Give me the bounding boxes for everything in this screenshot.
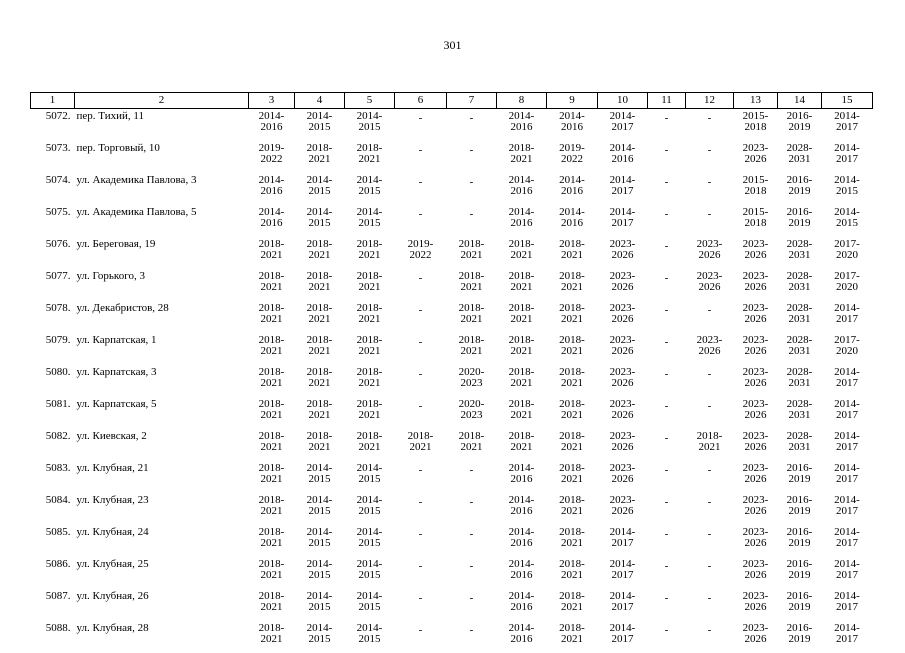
- period-cell: 2023- 2026: [734, 493, 778, 525]
- period-cell: 2018- 2021: [249, 397, 295, 429]
- period-cell: 2023- 2026: [734, 333, 778, 365]
- row-number: 5073.: [31, 141, 75, 173]
- empty-period-cell: -: [648, 557, 686, 589]
- period-cell: 2014- 2017: [822, 141, 873, 173]
- period-cell: 2018- 2021: [249, 589, 295, 621]
- column-header-9: 9: [547, 93, 598, 109]
- period-cell: 2014- 2016: [497, 525, 547, 557]
- period-cell: 2016- 2019: [778, 109, 822, 142]
- table-row: [31, 461, 873, 493]
- table-row: [31, 365, 873, 397]
- table-row: [31, 301, 873, 333]
- period-cell: 2014- 2016: [497, 109, 547, 142]
- column-header-8: 8: [497, 93, 547, 109]
- period-cell: 2014- 2016: [249, 109, 295, 142]
- row-number: 5088.: [31, 621, 75, 653]
- empty-period-cell: -: [447, 557, 497, 589]
- empty-period-cell: -: [447, 493, 497, 525]
- empty-period-cell: -: [686, 173, 734, 205]
- empty-period-cell: -: [395, 141, 447, 173]
- empty-period-cell: -: [395, 365, 447, 397]
- period-cell: 2014- 2015: [345, 493, 395, 525]
- period-cell: 2023- 2026: [734, 589, 778, 621]
- period-cell: 2014- 2017: [822, 461, 873, 493]
- period-cell: 2017- 2020: [822, 269, 873, 301]
- period-cell: 2014- 2017: [598, 589, 648, 621]
- address-cell: ул. Карпатская, 3: [75, 365, 249, 397]
- period-cell: 2016- 2019: [778, 173, 822, 205]
- table-row: [31, 589, 873, 621]
- address-cell: пер. Торговый, 10: [75, 141, 249, 173]
- period-cell: 2028- 2031: [778, 141, 822, 173]
- empty-period-cell: -: [648, 365, 686, 397]
- column-header-15: 15: [822, 93, 873, 109]
- empty-period-cell: -: [447, 461, 497, 493]
- period-cell: 2014- 2015: [295, 525, 345, 557]
- period-cell: 2018- 2021: [345, 301, 395, 333]
- period-cell: 2014- 2015: [295, 461, 345, 493]
- period-cell: 2018- 2021: [249, 557, 295, 589]
- period-cell: 2018- 2021: [497, 429, 547, 461]
- period-cell: 2018- 2021: [547, 589, 598, 621]
- address-cell: ул. Карпатская, 5: [75, 397, 249, 429]
- period-cell: 2014- 2015: [295, 621, 345, 653]
- empty-period-cell: -: [447, 173, 497, 205]
- period-cell: 2016- 2019: [778, 621, 822, 653]
- table-row: [31, 333, 873, 365]
- page-number: 301: [0, 38, 905, 53]
- empty-period-cell: -: [648, 269, 686, 301]
- period-cell: 2028- 2031: [778, 365, 822, 397]
- column-header-3: 3: [249, 93, 295, 109]
- period-cell: 2018- 2021: [547, 461, 598, 493]
- period-cell: 2028- 2031: [778, 397, 822, 429]
- period-cell: 2018- 2021: [547, 269, 598, 301]
- empty-period-cell: -: [686, 461, 734, 493]
- row-number: 5077.: [31, 269, 75, 301]
- empty-period-cell: -: [395, 301, 447, 333]
- table-row: [31, 525, 873, 557]
- period-cell: 2014- 2016: [497, 173, 547, 205]
- period-cell: 2023- 2026: [598, 237, 648, 269]
- period-cell: 2018- 2021: [345, 333, 395, 365]
- row-number: 5083.: [31, 461, 75, 493]
- row-number: 5087.: [31, 589, 75, 621]
- period-cell: 2023- 2026: [598, 301, 648, 333]
- period-cell: 2018- 2021: [497, 397, 547, 429]
- address-cell: ул. Киевская, 2: [75, 429, 249, 461]
- row-number: 5074.: [31, 173, 75, 205]
- row-number: 5072.: [31, 109, 75, 142]
- period-cell: 2018- 2021: [395, 429, 447, 461]
- period-cell: 2014- 2017: [822, 557, 873, 589]
- period-cell: 2015- 2018: [734, 109, 778, 142]
- empty-period-cell: -: [648, 109, 686, 142]
- row-number: 5086.: [31, 557, 75, 589]
- period-cell: 2014- 2017: [598, 525, 648, 557]
- period-cell: 2016- 2019: [778, 589, 822, 621]
- period-cell: 2018- 2021: [249, 621, 295, 653]
- period-cell: 2014- 2017: [822, 429, 873, 461]
- period-cell: 2014- 2015: [822, 173, 873, 205]
- column-header-5: 5: [345, 93, 395, 109]
- period-cell: 2014- 2015: [295, 173, 345, 205]
- empty-period-cell: -: [648, 621, 686, 653]
- period-cell: 2018- 2021: [547, 429, 598, 461]
- address-cell: ул. Клубная, 23: [75, 493, 249, 525]
- table-row: [31, 557, 873, 589]
- period-cell: 2018- 2021: [345, 141, 395, 173]
- period-cell: 2023- 2026: [598, 493, 648, 525]
- period-cell: 2023- 2026: [734, 621, 778, 653]
- period-cell: 2017- 2020: [822, 333, 873, 365]
- address-cell: ул. Клубная, 25: [75, 557, 249, 589]
- empty-period-cell: -: [648, 493, 686, 525]
- empty-period-cell: -: [447, 589, 497, 621]
- period-cell: 2018- 2021: [295, 269, 345, 301]
- column-header-1: 1: [31, 93, 75, 109]
- period-cell: 2014- 2017: [598, 173, 648, 205]
- period-cell: 2014- 2015: [345, 173, 395, 205]
- period-cell: 2023- 2026: [734, 429, 778, 461]
- period-cell: 2014- 2015: [345, 525, 395, 557]
- empty-period-cell: -: [395, 205, 447, 237]
- period-cell: 2018- 2021: [295, 429, 345, 461]
- period-cell: 2018- 2021: [345, 237, 395, 269]
- period-cell: 2014- 2016: [497, 205, 547, 237]
- column-header-10: 10: [598, 93, 648, 109]
- period-cell: 2018- 2021: [345, 429, 395, 461]
- period-cell: 2018- 2021: [295, 301, 345, 333]
- address-cell: ул. Клубная, 28: [75, 621, 249, 653]
- column-header-4: 4: [295, 93, 345, 109]
- period-cell: 2014- 2016: [497, 493, 547, 525]
- period-cell: 2018- 2021: [295, 237, 345, 269]
- period-cell: 2018- 2021: [249, 365, 295, 397]
- period-cell: 2014- 2016: [598, 141, 648, 173]
- period-cell: 2018- 2021: [249, 429, 295, 461]
- period-cell: 2016- 2019: [778, 525, 822, 557]
- period-cell: 2023- 2026: [734, 365, 778, 397]
- period-cell: 2014- 2017: [822, 301, 873, 333]
- empty-period-cell: -: [648, 525, 686, 557]
- period-cell: 2023- 2026: [686, 237, 734, 269]
- period-cell: 2018- 2021: [497, 141, 547, 173]
- period-cell: 2023- 2026: [598, 269, 648, 301]
- row-number: 5076.: [31, 237, 75, 269]
- empty-period-cell: -: [686, 557, 734, 589]
- period-cell: 2023- 2026: [734, 525, 778, 557]
- period-cell: 2014- 2016: [497, 557, 547, 589]
- empty-period-cell: -: [648, 141, 686, 173]
- empty-period-cell: -: [447, 525, 497, 557]
- period-cell: 2017- 2020: [822, 237, 873, 269]
- table-row: [31, 493, 873, 525]
- period-cell: 2014- 2015: [345, 109, 395, 142]
- period-cell: 2018- 2021: [547, 557, 598, 589]
- column-header-12: 12: [686, 93, 734, 109]
- address-cell: ул. Карпатская, 1: [75, 333, 249, 365]
- period-cell: 2023- 2026: [598, 397, 648, 429]
- schedule-table: [30, 92, 873, 653]
- row-number: 5079.: [31, 333, 75, 365]
- empty-period-cell: -: [395, 525, 447, 557]
- empty-period-cell: -: [686, 397, 734, 429]
- address-cell: ул. Декабристов, 28: [75, 301, 249, 333]
- period-cell: 2015- 2018: [734, 205, 778, 237]
- period-cell: 2023- 2026: [734, 301, 778, 333]
- empty-period-cell: -: [686, 141, 734, 173]
- period-cell: 2014- 2015: [345, 589, 395, 621]
- period-cell: 2014- 2015: [295, 557, 345, 589]
- period-cell: 2018- 2021: [547, 333, 598, 365]
- empty-period-cell: -: [648, 589, 686, 621]
- period-cell: 2014- 2016: [547, 109, 598, 142]
- period-cell: 2018- 2021: [497, 301, 547, 333]
- empty-period-cell: -: [447, 621, 497, 653]
- column-header-6: 6: [395, 93, 447, 109]
- period-cell: 2016- 2019: [778, 461, 822, 493]
- period-cell: 2018- 2021: [497, 365, 547, 397]
- table-row: [31, 237, 873, 269]
- period-cell: 2028- 2031: [778, 301, 822, 333]
- empty-period-cell: -: [648, 397, 686, 429]
- period-cell: 2014- 2015: [295, 205, 345, 237]
- period-cell: 2016- 2019: [778, 205, 822, 237]
- address-cell: ул. Академика Павлова, 5: [75, 205, 249, 237]
- table-body: [31, 109, 873, 653]
- period-cell: 2014- 2015: [822, 205, 873, 237]
- period-cell: 2018- 2021: [249, 333, 295, 365]
- address-cell: ул. Береговая, 19: [75, 237, 249, 269]
- table-row: [31, 109, 873, 142]
- empty-period-cell: -: [447, 205, 497, 237]
- period-cell: 2018- 2021: [345, 365, 395, 397]
- period-cell: 2016- 2019: [778, 493, 822, 525]
- empty-period-cell: -: [686, 621, 734, 653]
- period-cell: 2014- 2016: [547, 205, 598, 237]
- empty-period-cell: -: [395, 557, 447, 589]
- period-cell: 2023- 2026: [734, 397, 778, 429]
- period-cell: 2014- 2015: [295, 493, 345, 525]
- empty-period-cell: -: [686, 205, 734, 237]
- period-cell: 2018- 2021: [447, 237, 497, 269]
- empty-period-cell: -: [395, 493, 447, 525]
- period-cell: 2018- 2021: [497, 237, 547, 269]
- period-cell: 2023- 2026: [734, 269, 778, 301]
- period-cell: 2018- 2021: [547, 493, 598, 525]
- period-cell: 2018- 2021: [249, 525, 295, 557]
- period-cell: 2014- 2015: [295, 589, 345, 621]
- row-number: 5085.: [31, 525, 75, 557]
- column-header-11: 11: [648, 93, 686, 109]
- row-number: 5075.: [31, 205, 75, 237]
- address-cell: ул. Горького, 3: [75, 269, 249, 301]
- period-cell: 2018- 2021: [497, 333, 547, 365]
- empty-period-cell: -: [447, 109, 497, 142]
- empty-period-cell: -: [395, 269, 447, 301]
- empty-period-cell: -: [648, 205, 686, 237]
- row-number: 5082.: [31, 429, 75, 461]
- period-cell: 2014- 2015: [295, 109, 345, 142]
- table-row: [31, 141, 873, 173]
- period-cell: 2014- 2016: [497, 621, 547, 653]
- empty-period-cell: -: [686, 493, 734, 525]
- period-cell: 2018- 2021: [295, 333, 345, 365]
- empty-period-cell: -: [395, 109, 447, 142]
- period-cell: 2014- 2016: [249, 205, 295, 237]
- period-cell: 2020- 2023: [447, 397, 497, 429]
- table-row: [31, 621, 873, 653]
- row-number: 5080.: [31, 365, 75, 397]
- period-cell: 2018- 2021: [249, 237, 295, 269]
- period-cell: 2018- 2021: [686, 429, 734, 461]
- period-cell: 2014- 2017: [598, 109, 648, 142]
- header-row: [31, 93, 873, 109]
- period-cell: 2023- 2026: [598, 365, 648, 397]
- period-cell: 2018- 2021: [295, 365, 345, 397]
- period-cell: 2018- 2021: [547, 237, 598, 269]
- period-cell: 2018- 2021: [249, 493, 295, 525]
- period-cell: 2014- 2015: [345, 621, 395, 653]
- period-cell: 2023- 2026: [734, 461, 778, 493]
- period-cell: 2015- 2018: [734, 173, 778, 205]
- period-cell: 2014- 2015: [345, 205, 395, 237]
- column-header-13: 13: [734, 93, 778, 109]
- address-cell: пер. Тихий, 11: [75, 109, 249, 142]
- address-cell: ул. Клубная, 21: [75, 461, 249, 493]
- period-cell: 2014- 2017: [822, 493, 873, 525]
- period-cell: 2019- 2022: [547, 141, 598, 173]
- period-cell: 2018- 2021: [447, 269, 497, 301]
- period-cell: 2023- 2026: [598, 461, 648, 493]
- period-cell: 2014- 2016: [249, 173, 295, 205]
- empty-period-cell: -: [686, 301, 734, 333]
- address-cell: ул. Клубная, 24: [75, 525, 249, 557]
- period-cell: 2018- 2021: [547, 525, 598, 557]
- period-cell: 2020- 2023: [447, 365, 497, 397]
- empty-period-cell: -: [686, 525, 734, 557]
- period-cell: 2023- 2026: [598, 429, 648, 461]
- period-cell: 2018- 2021: [547, 397, 598, 429]
- period-cell: 2019- 2022: [395, 237, 447, 269]
- empty-period-cell: -: [395, 621, 447, 653]
- period-cell: 2014- 2017: [822, 589, 873, 621]
- period-cell: 2018- 2021: [497, 269, 547, 301]
- period-cell: 2018- 2021: [447, 301, 497, 333]
- column-header-14: 14: [778, 93, 822, 109]
- period-cell: 2016- 2019: [778, 557, 822, 589]
- period-cell: 2018- 2021: [547, 365, 598, 397]
- period-cell: 2018- 2021: [345, 397, 395, 429]
- period-cell: 2018- 2021: [249, 461, 295, 493]
- empty-period-cell: -: [686, 589, 734, 621]
- empty-period-cell: -: [686, 365, 734, 397]
- row-number: 5078.: [31, 301, 75, 333]
- period-cell: 2014- 2016: [497, 589, 547, 621]
- period-cell: 2014- 2017: [822, 397, 873, 429]
- table-row: [31, 269, 873, 301]
- period-cell: 2018- 2021: [249, 301, 295, 333]
- period-cell: 2028- 2031: [778, 429, 822, 461]
- period-cell: 2019- 2022: [249, 141, 295, 173]
- period-cell: 2014- 2017: [598, 557, 648, 589]
- period-cell: 2028- 2031: [778, 333, 822, 365]
- period-cell: 2014- 2017: [598, 205, 648, 237]
- period-cell: 2018- 2021: [345, 269, 395, 301]
- empty-period-cell: -: [395, 461, 447, 493]
- empty-period-cell: -: [395, 333, 447, 365]
- column-header-2: 2: [75, 93, 249, 109]
- period-cell: 2014- 2017: [822, 621, 873, 653]
- period-cell: 2018- 2021: [447, 429, 497, 461]
- period-cell: 2018- 2021: [547, 621, 598, 653]
- empty-period-cell: -: [648, 461, 686, 493]
- empty-period-cell: -: [648, 301, 686, 333]
- empty-period-cell: -: [395, 173, 447, 205]
- empty-period-cell: -: [395, 589, 447, 621]
- period-cell: 2014- 2015: [345, 461, 395, 493]
- period-cell: 2023- 2026: [734, 557, 778, 589]
- address-cell: ул. Академика Павлова, 3: [75, 173, 249, 205]
- empty-period-cell: -: [648, 173, 686, 205]
- empty-period-cell: -: [686, 109, 734, 142]
- column-header-7: 7: [447, 93, 497, 109]
- empty-period-cell: -: [447, 141, 497, 173]
- empty-period-cell: -: [648, 333, 686, 365]
- empty-period-cell: -: [648, 237, 686, 269]
- period-cell: 2023- 2026: [686, 269, 734, 301]
- row-number: 5081.: [31, 397, 75, 429]
- period-cell: 2014- 2017: [822, 525, 873, 557]
- period-cell: 2018- 2021: [547, 301, 598, 333]
- table-row: [31, 173, 873, 205]
- empty-period-cell: -: [395, 397, 447, 429]
- address-cell: ул. Клубная, 26: [75, 589, 249, 621]
- table-row: [31, 397, 873, 429]
- period-cell: 2018- 2021: [295, 141, 345, 173]
- period-cell: 2018- 2021: [447, 333, 497, 365]
- period-cell: 2014- 2017: [822, 365, 873, 397]
- period-cell: 2018- 2021: [295, 397, 345, 429]
- period-cell: 2014- 2017: [822, 109, 873, 142]
- period-cell: 2014- 2016: [497, 461, 547, 493]
- period-cell: 2018- 2021: [249, 269, 295, 301]
- table-row: [31, 429, 873, 461]
- period-cell: 2028- 2031: [778, 269, 822, 301]
- period-cell: 2023- 2026: [734, 141, 778, 173]
- period-cell: 2028- 2031: [778, 237, 822, 269]
- period-cell: 2014- 2017: [598, 621, 648, 653]
- period-cell: 2023- 2026: [686, 333, 734, 365]
- period-cell: 2023- 2026: [734, 237, 778, 269]
- table-row: [31, 205, 873, 237]
- period-cell: 2014- 2016: [547, 173, 598, 205]
- period-cell: 2023- 2026: [598, 333, 648, 365]
- empty-period-cell: -: [648, 429, 686, 461]
- row-number: 5084.: [31, 493, 75, 525]
- period-cell: 2014- 2015: [345, 557, 395, 589]
